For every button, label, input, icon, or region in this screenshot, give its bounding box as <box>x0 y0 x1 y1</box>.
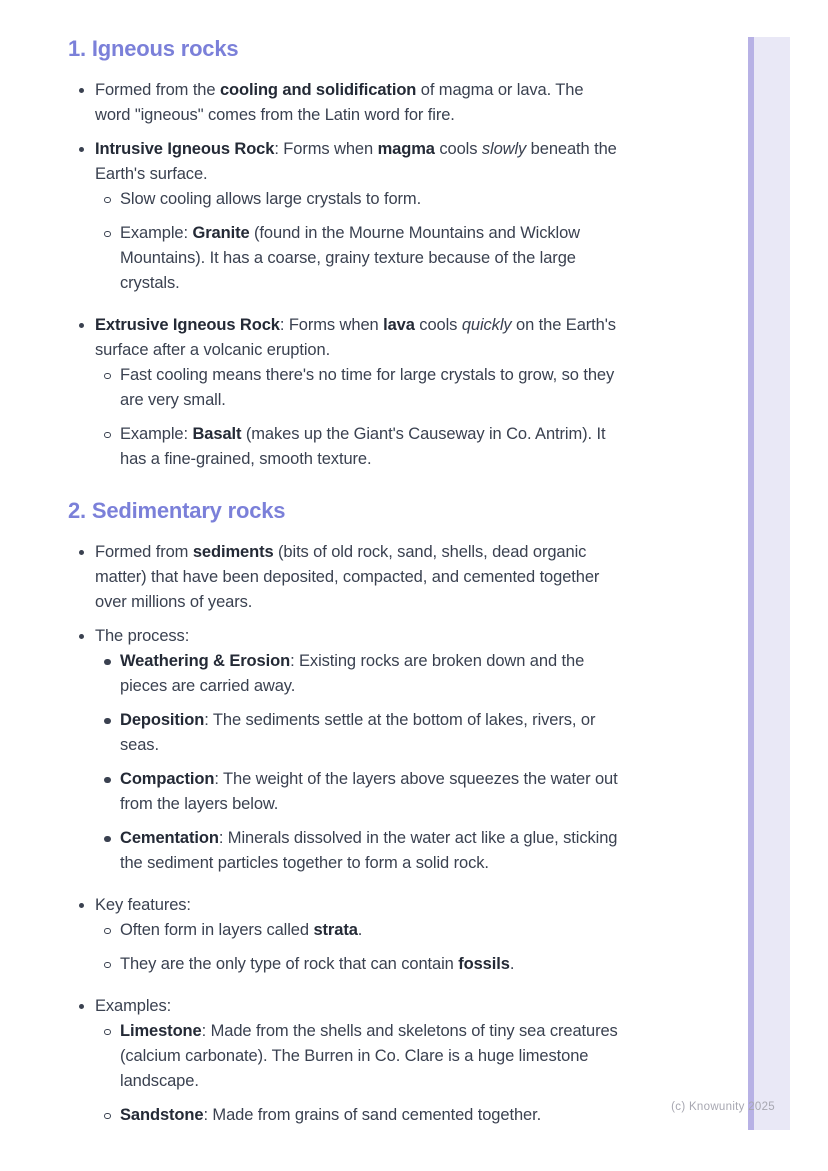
list-item <box>68 422 620 472</box>
text-run: (makes up the Giant's Causeway in Co. Antrim). It has a fine-grained, smooth texture. <box>120 425 606 468</box>
text-run: : Made from grains of sand cemented together. <box>203 1106 542 1124</box>
list-item <box>68 952 620 977</box>
text-run: Deposition <box>120 711 205 729</box>
text-run: of magma or lava. The word "igneous" comes from the Latin word for fire. <box>95 81 584 124</box>
text-run: Weathering & Erosion <box>120 652 291 670</box>
bullet-marker-circle-icon <box>104 197 111 204</box>
bullet-marker-circle-icon <box>104 432 111 439</box>
text-run: fossils <box>458 955 510 973</box>
section-heading: 1. Igneous rocks <box>68 36 239 61</box>
text-run: : The sediments settle at the bottom of lakes, rivers, or seas. <box>120 711 596 754</box>
list-item-text <box>120 224 580 292</box>
bullet-marker-disc-icon <box>79 323 84 328</box>
text-run: Example: <box>120 425 193 443</box>
text-run: Slow cooling allows large crystals to form. <box>120 190 422 208</box>
text-run: . <box>357 921 363 939</box>
list-item-text <box>120 366 614 409</box>
section <box>68 36 620 472</box>
text-run: quickly <box>461 316 512 334</box>
text-run: : Minerals dissolved in the water act like a glue, sticking the sediment particles together to form a solid rock. <box>120 829 618 872</box>
text-run: beneath the Earth's surface. <box>95 140 617 183</box>
text-run: (found in the Mourne Mountains and Wicklow Mountains). It has a coarse, grainy texture because of the large crystals. <box>120 224 581 292</box>
list-item <box>68 313 620 363</box>
list-item-text <box>95 316 616 359</box>
section <box>68 498 620 1128</box>
list-item-text <box>95 81 583 124</box>
text-run: Basalt <box>192 425 242 443</box>
text-run: Compaction <box>120 770 215 788</box>
list-item <box>68 540 620 615</box>
list-item-text <box>95 543 599 611</box>
text-run: : Existing rocks are broken down and the pieces are carried away. <box>120 652 585 695</box>
text-run: Formed from <box>95 543 193 561</box>
text-run: Intrusive Igneous Rock <box>95 140 275 158</box>
bullet-marker-circle-icon <box>104 1113 111 1120</box>
list-item <box>68 994 620 1019</box>
text-run: Examples: <box>95 997 172 1015</box>
text-run: cools <box>414 316 462 334</box>
list-item-text <box>120 711 595 754</box>
bullet-marker-circle-icon <box>104 373 111 380</box>
list-item <box>68 137 620 187</box>
list-item <box>68 363 620 413</box>
text-run: Formed from the <box>95 81 220 99</box>
text-run: They are the only type of rock that can contain <box>120 955 459 973</box>
text-run: : Made from the shells and skeletons of tiny sea creatures (calcium carbonate). The Burren in Co. Clare is a huge limestone landscape. <box>120 1022 618 1090</box>
text-run: Cementation <box>120 829 219 847</box>
notes-content <box>68 36 620 1128</box>
list-item-text <box>120 1022 618 1090</box>
text-run: : Forms when <box>274 140 378 158</box>
text-run: cooling and solidification <box>219 81 417 99</box>
bullet-marker-disc-icon <box>79 550 84 555</box>
bullet-marker-circle-icon <box>104 1029 111 1036</box>
list-item <box>68 1019 620 1094</box>
bullet-marker-disc-icon <box>79 1004 84 1009</box>
page-edge-strip <box>748 37 790 1130</box>
list-item <box>68 187 620 212</box>
text-run: sediments <box>192 543 274 561</box>
list-item <box>68 624 620 649</box>
bullet-marker-disc-icon <box>79 147 84 152</box>
list-item <box>68 918 620 943</box>
text-run: slowly <box>481 140 527 158</box>
text-run: Extrusive Igneous Rock <box>95 316 280 334</box>
list-item <box>68 708 620 758</box>
list-item-text <box>120 190 421 208</box>
section-heading: 2. Sedimentary rocks <box>68 498 286 523</box>
text-run: on the Earth's surface after a volcanic eruption. <box>95 316 616 359</box>
list-item <box>68 78 620 128</box>
list-item-text <box>120 921 362 939</box>
list-item-text <box>120 829 617 872</box>
bullet-marker-disc-icon <box>104 718 111 725</box>
list-item <box>68 221 620 296</box>
text-run: Limestone <box>120 1022 202 1040</box>
text-run: Fast cooling means there's no time for large crystals to grow, so they are very small. <box>120 366 615 409</box>
text-run: lava <box>383 316 415 334</box>
list-item-text <box>95 896 191 914</box>
list-item <box>68 649 620 699</box>
text-run: strata <box>313 921 358 939</box>
text-run: . <box>509 955 515 973</box>
bullet-marker-disc-icon <box>104 777 111 784</box>
bullet-marker-disc-icon <box>104 659 111 666</box>
text-run: The process: <box>95 627 190 645</box>
bullet-marker-disc-icon <box>79 903 84 908</box>
text-run: Example: <box>120 224 193 242</box>
list-item-text <box>120 770 618 813</box>
list-item <box>68 893 620 918</box>
bullet-marker-disc-icon <box>104 836 111 843</box>
watermark: (c) Knowunity 2025 <box>671 1101 775 1113</box>
bullet-marker-disc-icon <box>79 634 84 639</box>
list-item-text <box>120 955 514 973</box>
list-item-text <box>120 425 605 468</box>
text-run: Granite <box>192 224 250 242</box>
text-run: : Forms when <box>279 316 384 334</box>
text-run: : The weight of the layers above squeezes the water out from the layers below. <box>120 770 618 813</box>
text-run: cools <box>434 140 482 158</box>
list-item-text <box>120 652 584 695</box>
text-run: magma <box>377 140 435 158</box>
text-run: Sandstone <box>120 1106 204 1124</box>
list-item-text <box>95 997 171 1015</box>
bullet-marker-circle-icon <box>104 231 111 238</box>
list-item-text <box>95 140 617 183</box>
list-item <box>68 826 620 876</box>
text-run: (bits of old rock, sand, shells, dead organic matter) that have been deposited, compacted, and cemented together over millions of years. <box>95 543 600 611</box>
text-run: Often form in layers called <box>120 921 314 939</box>
list-item-text <box>95 627 189 645</box>
bullet-marker-circle-icon <box>104 962 111 969</box>
list-item <box>68 767 620 817</box>
text-run: Key features: <box>95 896 191 914</box>
bullet-marker-circle-icon <box>104 928 111 935</box>
bullet-marker-disc-icon <box>79 88 84 93</box>
